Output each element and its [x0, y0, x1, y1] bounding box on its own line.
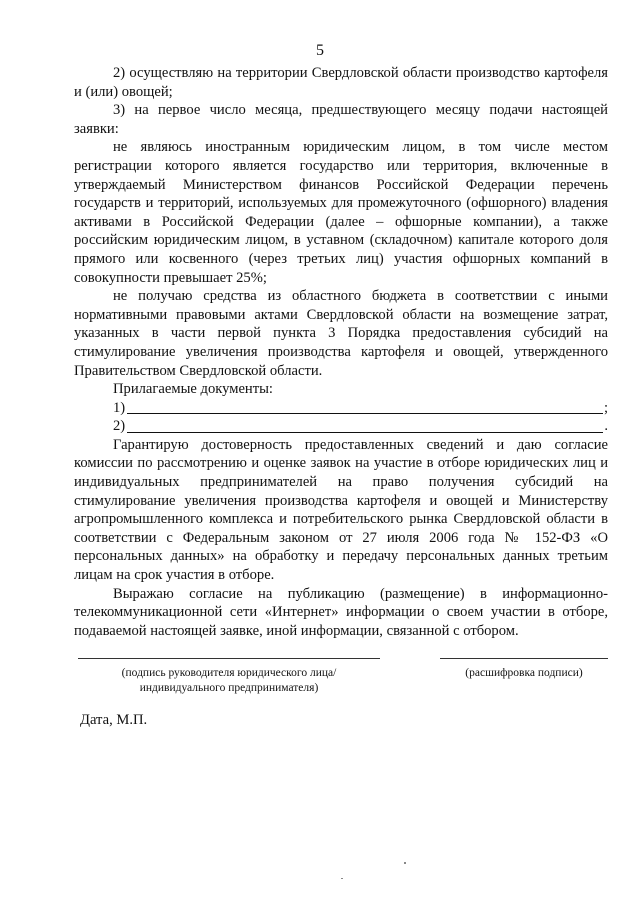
- date-stamp-label: Дата, М.П.: [80, 712, 148, 728]
- signature-line: [78, 658, 380, 659]
- attachment-line-2[interactable]: [74, 417, 608, 436]
- signature-decoding-caption: (расшифровка подписи): [465, 667, 583, 679]
- paragraph-budget-funds: не получаю средства из областного бюджета в соответствии с иными нормативными правовыми актами Свердловской области на возмещение затрат, указанных в части первой пункта 3 Порядка предоставления субсидий на стимулирование увеличения производства картофеля и овощей, утвержденного Правительством Свердловской области.: [74, 288, 608, 379]
- attachment-blank[interactable]: [127, 431, 603, 433]
- page-number: 5: [316, 42, 324, 59]
- scan-speck: [341, 878, 343, 879]
- signature-decoding-field[interactable]: [440, 658, 608, 681]
- signature-caption-line-2: индивидуального предпринимателя): [139, 682, 319, 694]
- document-body: [74, 64, 608, 640]
- attachment-number: 2): [113, 418, 126, 435]
- attached-documents-heading: Прилагаемые документы:: [113, 381, 273, 398]
- signature-section: [74, 658, 608, 708]
- attachment-number: 1): [113, 399, 126, 416]
- attachment-end-mark: ;: [603, 399, 608, 416]
- signature-decoding-line: [440, 658, 608, 659]
- attachment-end-mark: .: [604, 418, 608, 435]
- paragraph-data-consent: Гарантирую достоверность предоставленных сведений и даю согласие комиссии по рассмотрению и оценке заявок на участие в отборе юридических лиц и индивидуальных предпринимателей на право получения субсидий на стимулирование увеличения производства картофеля и овощей и Министерству агропромышленного комплекса и потребительского рынка Свердловской области в соответствии с Федеральным законом от 27 июля 2006 года № 152-ФЗ «О персональных данных» на обработку и передачу персональных данных третьим лицам на срок участия в отборе.: [74, 436, 608, 584]
- signature-caption-line-1: (подпись руководителя юридического лица/: [121, 667, 337, 679]
- attachment-line-1[interactable]: [74, 399, 608, 418]
- paragraph-publication-consent: Выражаю согласие на публикацию (размещение) в информационно-телекоммуникационной сети «Интернет» информации о своем участии в отборе, подаваемой настоящей заявке, иной информации, связанной с отбором.: [74, 585, 608, 639]
- scan-speck: [404, 862, 406, 864]
- signature-field[interactable]: [78, 658, 380, 696]
- paragraph-first-day: 3) на первое число месяца, предшествующего месяцу подачи настоящей заявки:: [74, 102, 608, 137]
- paragraph-production: 2) осуществляю на территории Свердловской области производство картофеля и (или) овощей;: [74, 65, 608, 100]
- paragraph-offshore: не являюсь иностранным юридическим лицом, в том числе местом регистрации которого является государство или территория, включенные в утверждаемый Министерством финансов Российской Федерации перечень государств и территорий, используемых для промежуточного (офшорного) владения активами в Российской Федерации (далее – офшорные компании), а также российским юридическим лицом, в уставном (складочном) капитале которого доля прямого или косвенного (через третьих лиц) участия офшорных компаний в совокупности превышает 25%;: [74, 139, 608, 286]
- attachment-blank[interactable]: [127, 412, 603, 414]
